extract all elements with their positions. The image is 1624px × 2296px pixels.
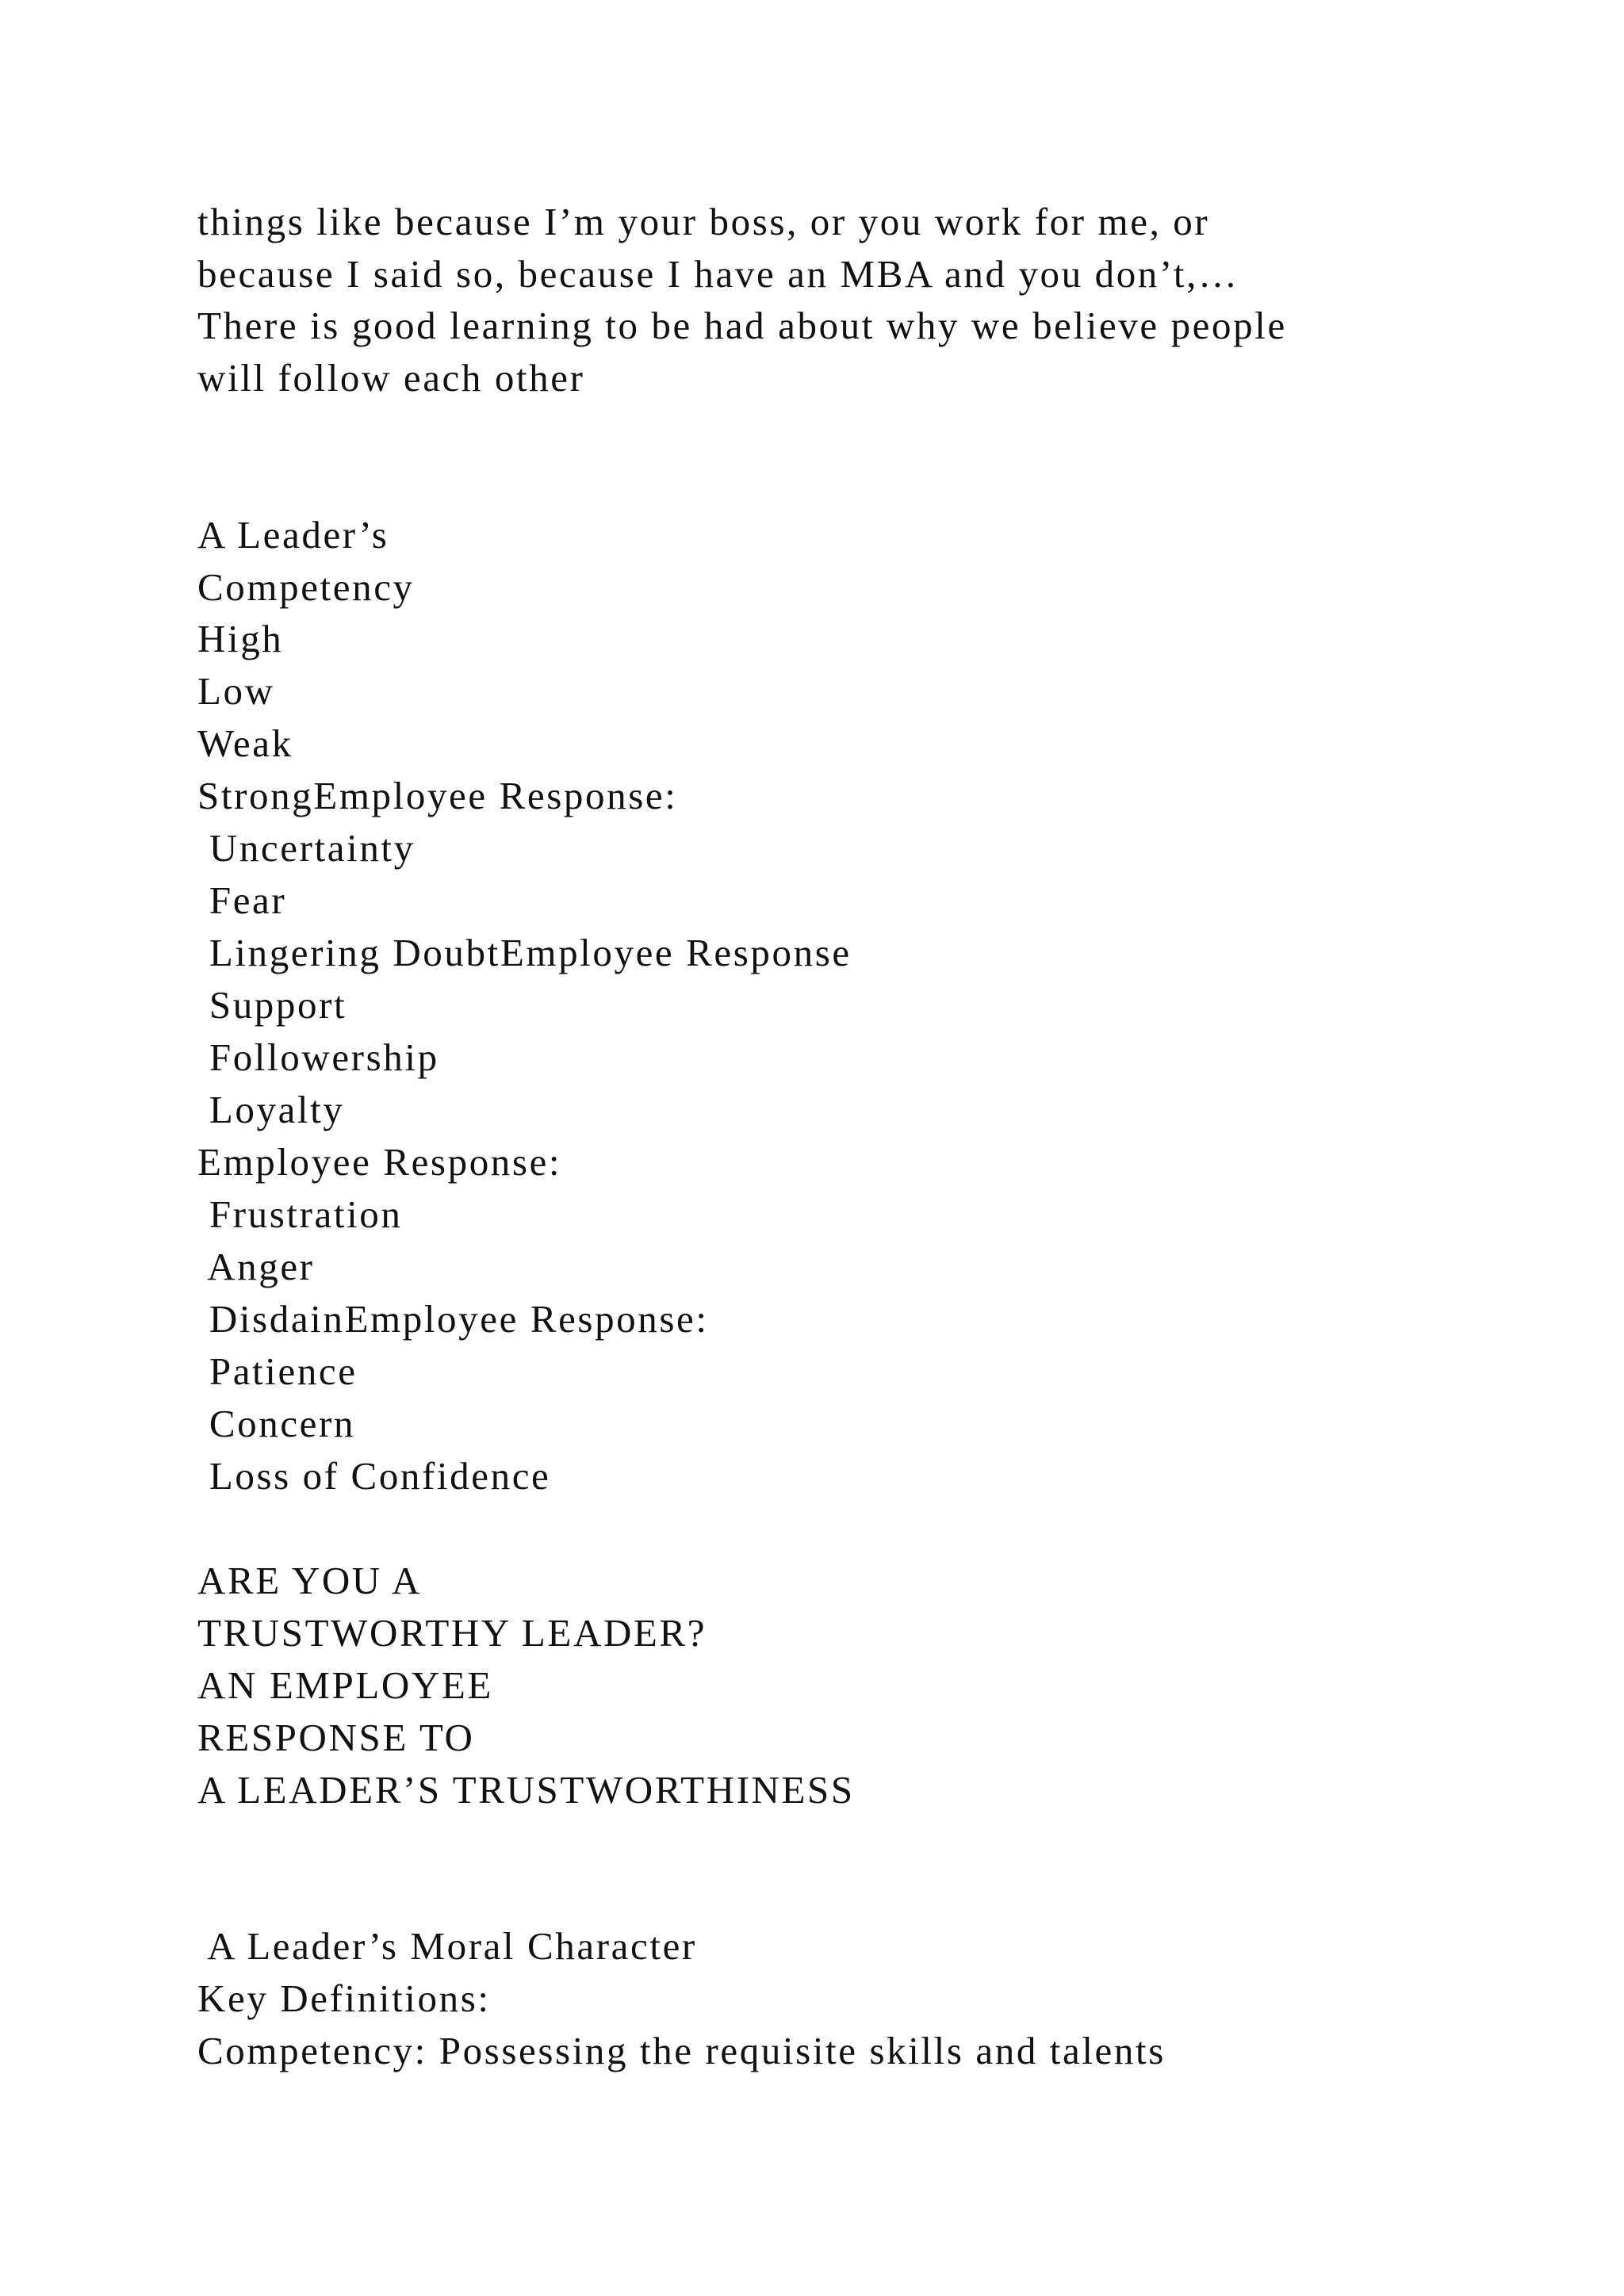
text-line: There is good learning to be had about why we believe people xyxy=(197,304,1287,347)
text-line: Anger xyxy=(197,1245,315,1288)
text-line: because I said so, because I have an MBA and you don’t,… xyxy=(197,252,1239,296)
text-line: Competency xyxy=(197,565,415,609)
text-line: Followership xyxy=(197,1035,439,1079)
text-line: High xyxy=(197,617,284,660)
text-line: Fear xyxy=(197,878,287,922)
text-line: Patience xyxy=(197,1349,358,1393)
text-line: A Leader’s Moral Character xyxy=(197,1924,697,1968)
text-line: ARE YOU A xyxy=(197,1559,422,1602)
text-line: Uncertainty xyxy=(197,826,416,870)
text-line: will follow each other xyxy=(197,356,585,400)
text-line: A Leader’s xyxy=(197,513,389,557)
text-line: Key Definitions: xyxy=(197,1976,491,2020)
text-line: DisdainEmployee Response: xyxy=(197,1297,709,1341)
text-line: A LEADER’S TRUSTWORTHINESS xyxy=(197,1768,855,1812)
text-line: Employee Response: xyxy=(197,1140,562,1184)
text-line: Loss of Confidence xyxy=(197,1454,551,1498)
text-line: Competency: Possessing the requisite skills and talents xyxy=(197,2029,1166,2072)
text-line: RESPONSE TO xyxy=(197,1716,475,1759)
text-line: Concern xyxy=(197,1402,356,1445)
text-line: Weak xyxy=(197,721,293,765)
text-line: Support xyxy=(197,983,347,1027)
text-line: Loyalty xyxy=(197,1088,345,1131)
text-line: TRUSTWORTHY LEADER? xyxy=(197,1611,707,1655)
text-line: AN EMPLOYEE xyxy=(197,1663,493,1707)
text-line: Frustration xyxy=(197,1192,403,1236)
text-line: Lingering DoubtEmployee Response xyxy=(197,931,852,974)
text-line: Low xyxy=(197,669,275,713)
text-line: things like because I’m your boss, or you work for me, or xyxy=(197,200,1210,243)
text-line: StrongEmployee Response: xyxy=(197,774,678,817)
